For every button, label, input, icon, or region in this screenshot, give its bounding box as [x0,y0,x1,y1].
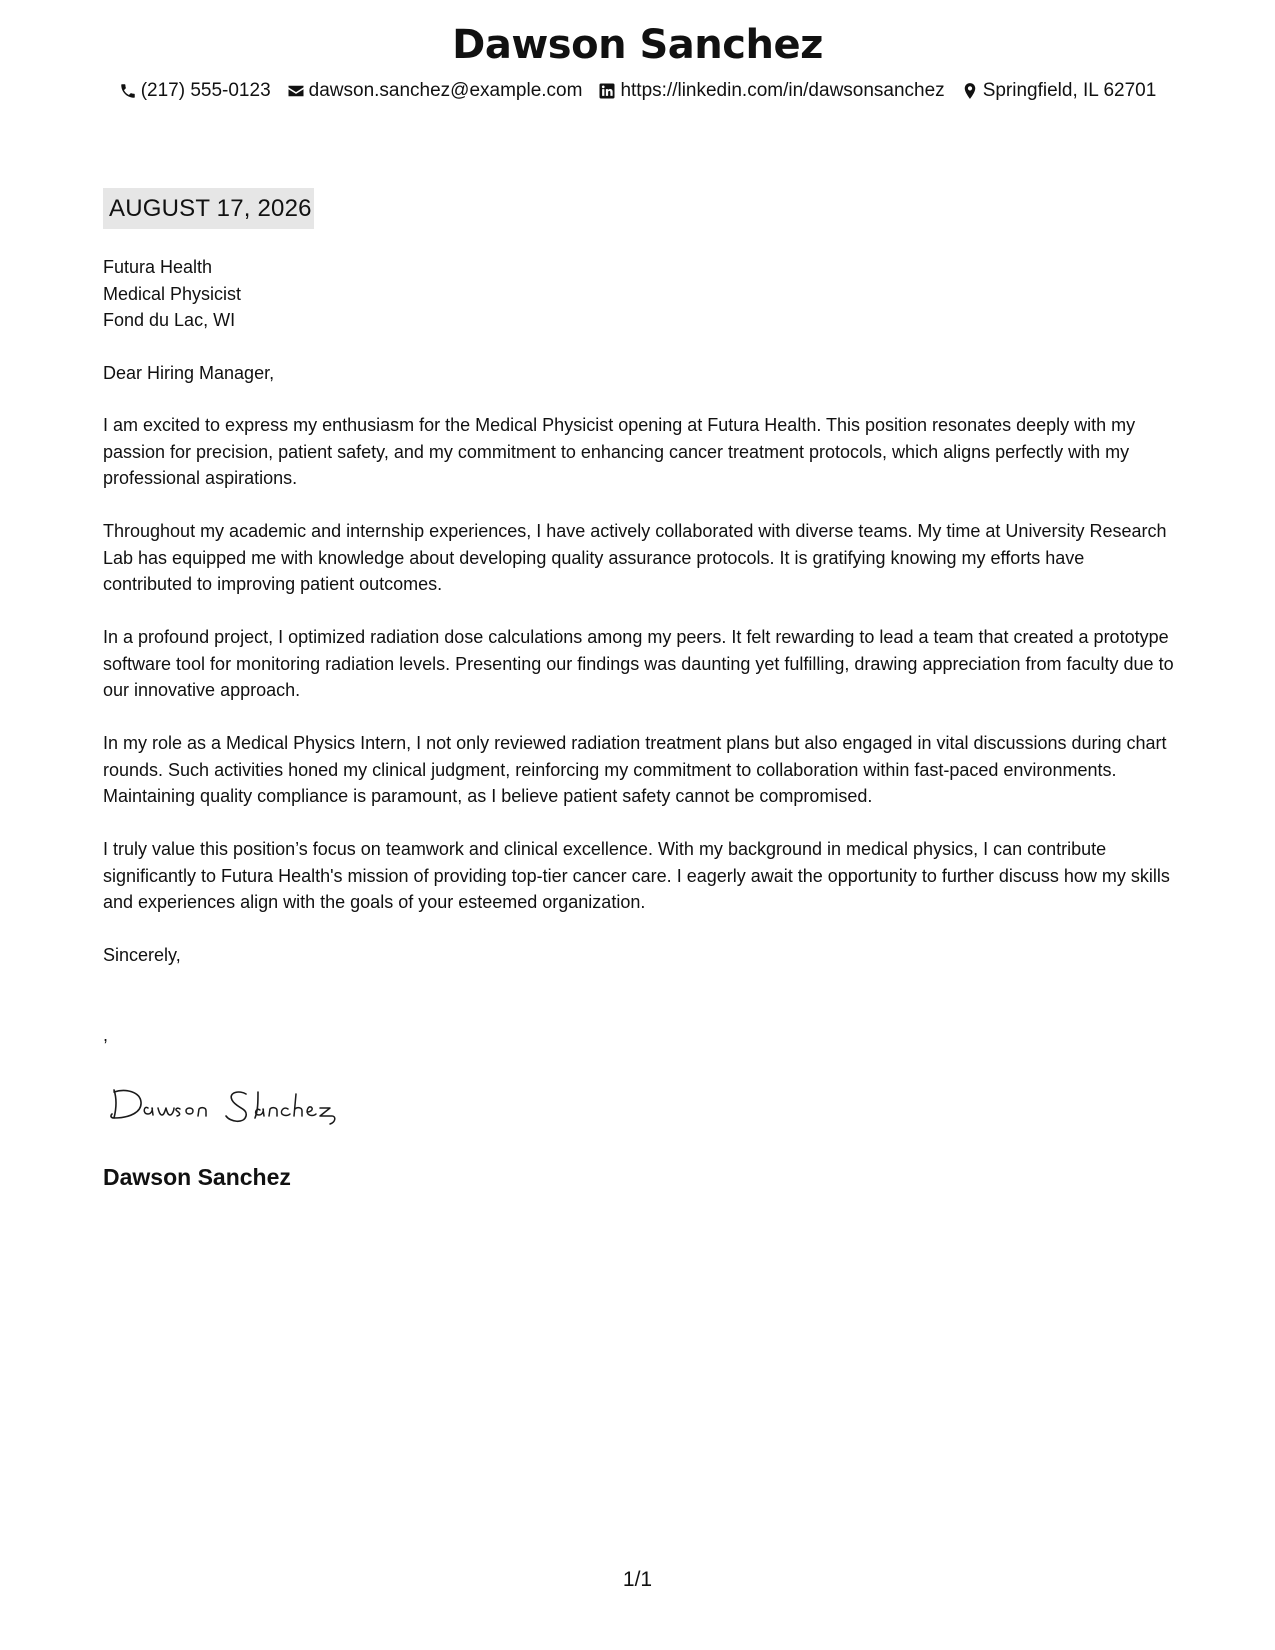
letter-date: AUGUST 17, 2026 [103,188,314,229]
salutation: Dear Hiring Manager, [103,363,275,383]
contact-linkedin [598,80,944,102]
linkedin-text: https://linkedin.com/in/dawsonsanchez [620,80,945,101]
applicant-name: Dawson Sanchez [452,22,823,68]
envelope-icon [287,82,309,100]
body-paragraph-4: In my role as a Medical Physics Intern, I not only reviewed radiation treatment plans but also engaged in vital discussions during chart rounds. Such activities honed my clinical judgment, reinforcing my commitment to collaboration within fast-paced environments. Maintaining quality compliance is paramount, as I believe patient safety cannot be compromised. [103,733,1167,806]
linkedin-icon [598,82,620,100]
contact-email [287,80,583,102]
contact-phone [119,80,271,102]
recipient-block [103,254,1178,334]
contact-info [0,80,1275,102]
body-paragraph-2: Throughout my academic and internship experiences, I have actively collaborated with diverse teams. My time at University Research Lab has equipped me with knowledge about developing quality assurance protocols. It is gratifying knowing my efforts have contributed to improving patient outcomes. [103,521,1167,594]
email-text: dawson.sanchez@example.com [308,80,583,101]
location-text: Springfield, IL 62701 [982,80,1157,101]
signature-image [108,1078,368,1128]
body-paragraph-3: In a profound project, I optimized radiation dose calculations among my peers. It felt rewarding to lead a team that created a prototype software tool for monitoring radiation levels. Presenting our findings was daunting yet fulfilling, drawing appreciation from faculty due to our innovative approach. [103,627,1174,700]
contact-location [961,80,1157,102]
recipient-position: Medical Physicist [103,283,242,304]
body-paragraph-1: I am excited to express my enthusiasm for the Medical Physicist opening at Futura Health. This position resonates deeply with my passion for precision, patient safety, and my commitment to enhancing cancer treatment protocols, which aligns perfectly with my professional aspirations. [103,415,1136,488]
recipient-location: Fond du Lac, WI [103,310,236,330]
map-pin-icon [961,82,983,100]
page-number: 1/1 [622,1568,653,1591]
body-paragraph-5: I truly value this position’s focus on teamwork and clinical excellence. With my background in medical physics, I can contribute significantly to Futura Health's mission of providing top-tier cancer care. I eagerly await the opportunity to further discuss how my skills and experiences align with the goals of your esteemed organization. [103,839,1170,912]
signature-comma: , [103,1025,109,1045]
phone-icon [119,82,141,100]
printed-name: Dawson Sanchez [103,1164,291,1190]
phone-text: (217) 555-0123 [140,80,271,101]
recipient-company: Futura Health [103,257,213,277]
closing: Sincerely, [103,945,181,965]
